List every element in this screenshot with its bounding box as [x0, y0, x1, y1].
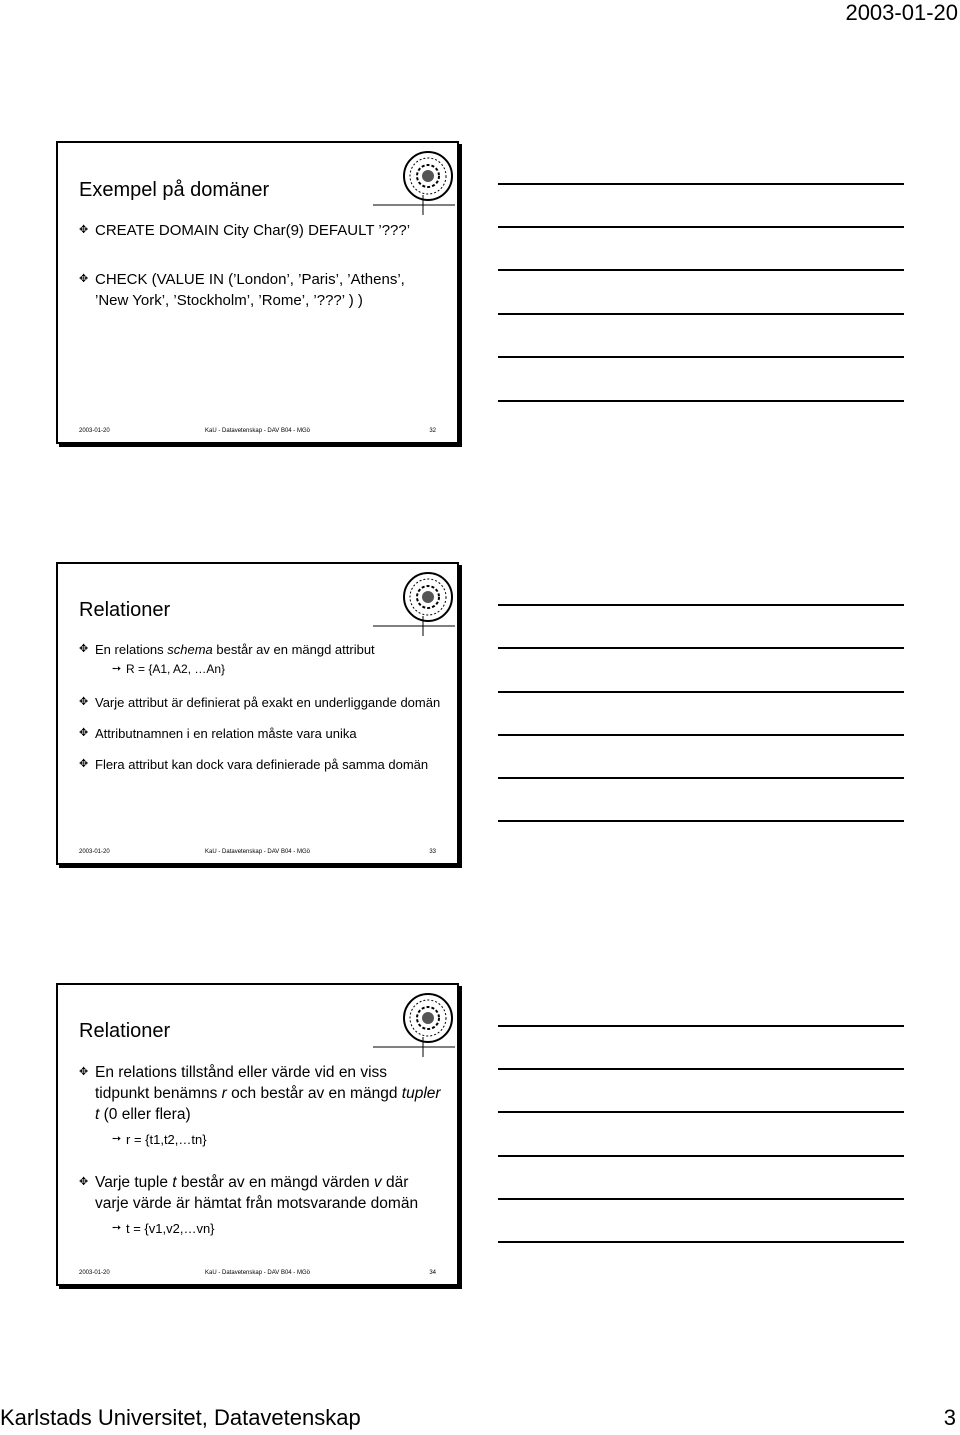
bullet-cross-icon: ✥: [79, 643, 89, 655]
slide-title: Relationer: [79, 1020, 171, 1042]
notes-line: [498, 269, 904, 271]
page-number: 3: [943, 1405, 956, 1430]
notes-line: [498, 183, 904, 185]
notes-line: [498, 734, 904, 736]
arrow-right-icon: ➙: [112, 1222, 122, 1234]
footer-slide-number: 33: [429, 849, 436, 855]
bullet-cross-icon: ✥: [79, 1066, 89, 1078]
notes-line: [498, 313, 904, 315]
bullet-item: [79, 269, 441, 311]
bullet-cross-icon: ✥: [79, 727, 89, 739]
bullet-text-pre: En relations: [95, 642, 168, 657]
sub-bullet-item: [95, 661, 441, 678]
notes-line: [498, 777, 904, 779]
notes-line: [498, 400, 904, 402]
bullet-text-emphasis: tupler t: [95, 1085, 441, 1123]
bullet-text-emphasis: v: [373, 1174, 382, 1191]
notes-line: [498, 691, 904, 693]
notes-line: [498, 1068, 904, 1070]
bullet-cross-icon: ✥: [79, 224, 89, 236]
slide-32: [56, 141, 459, 444]
slide-34: [56, 983, 459, 1286]
notes-line: [498, 647, 904, 649]
footer-slide-number: 32: [429, 428, 436, 434]
page-footer-institution: Karlstads Universitet, Datavetenskap: [0, 1405, 361, 1430]
bullet-item: [79, 694, 441, 711]
bullet-list: [79, 641, 441, 787]
university-logo-icon: [373, 568, 455, 636]
bullet-cross-icon: ✥: [79, 758, 89, 770]
footer-date: 2003-01-20: [79, 849, 110, 855]
notes-line: [498, 226, 904, 228]
bullet-cross-icon: ✥: [79, 1176, 89, 1188]
footer-course: KaU - Datavetenskap - DAV B04 - MGö: [205, 849, 310, 855]
sub-bullet-item: [95, 1218, 441, 1239]
notes-line: [498, 1198, 904, 1200]
bullet-list: [79, 1062, 441, 1261]
bullet-item: [79, 1172, 441, 1239]
arrow-right-icon: ➙: [112, 1133, 122, 1145]
sub-bullet-item: [95, 1129, 441, 1150]
bullet-item: [79, 220, 441, 241]
bullet-text-pre: En relations tillstånd eller värde vid en viss tidpunkt benämns: [95, 1064, 388, 1102]
bullet-text: Flera attribut kan dock vara definierade på samma domän: [95, 757, 429, 772]
bullet-item: [79, 1062, 441, 1150]
bullet-text-mid: består av en mängd värden: [176, 1174, 374, 1191]
university-logo-icon: [373, 989, 455, 1057]
bullet-text-post: där varje värde är hämtat från motsvarande domän: [95, 1174, 419, 1212]
bullet-cross-icon: ✥: [79, 696, 89, 708]
slide-title: Relationer: [79, 599, 171, 621]
notes-line: [498, 1111, 904, 1113]
bullet-text-post: (0 eller flera): [99, 1106, 191, 1123]
footer-date: 2003-01-20: [79, 428, 110, 434]
notes-line: [498, 1025, 904, 1027]
footer-course: KaU - Datavetenskap - DAV B04 - MGö: [205, 1270, 310, 1276]
slide-title: Exempel på domäner: [79, 179, 270, 201]
footer-date: 2003-01-20: [79, 1270, 110, 1276]
arrow-right-icon: ➙: [112, 663, 122, 675]
bullet-cross-icon: ✥: [79, 273, 89, 285]
notes-line: [498, 604, 904, 606]
sub-bullet-text: t = {v1,v2,…vn}: [126, 1221, 215, 1236]
bullet-text-emphasis: schema: [167, 642, 213, 657]
bullet-text-pre: Varje tuple: [95, 1174, 173, 1191]
university-logo-icon: [373, 147, 455, 215]
sub-bullet-text: R = {A1, A2, …An}: [126, 662, 226, 676]
bullet-text: Attributnamnen i en relation måste vara unika: [95, 726, 357, 741]
bullet-item: [79, 725, 441, 742]
notes-line: [498, 820, 904, 822]
bullet-text: CREATE DOMAIN City Char(9) DEFAULT ’???’: [95, 222, 411, 239]
bullet-text: CHECK (VALUE IN (’London’, ’Paris’, ’Athens’, ’New York’, ’Stockholm’, ’Rome’, ’???’ ) ): [95, 271, 405, 309]
notes-line: [498, 1241, 904, 1243]
slide-33: [56, 562, 459, 865]
notes-line: [498, 356, 904, 358]
page-date: 2003-01-20: [845, 0, 958, 25]
bullet-item: [79, 756, 441, 773]
bullet-text-mid: och består av en mängd: [226, 1085, 402, 1102]
bullet-text-emphasis: r: [221, 1085, 227, 1102]
footer-slide-number: 34: [429, 1270, 436, 1276]
notes-line: [498, 1155, 904, 1157]
footer-course: KaU - Datavetenskap - DAV B04 - MGö: [205, 428, 310, 434]
bullet-text-emphasis: t: [172, 1174, 177, 1191]
bullet-text: Varje attribut är definierat på exakt en underliggande domän: [95, 695, 441, 710]
bullet-list: [79, 220, 441, 339]
bullet-item: [79, 641, 441, 678]
sub-bullet-text: r = {t1,t2,…tn}: [126, 1132, 207, 1147]
bullet-text-post: består av en mängd attribut: [212, 642, 375, 657]
